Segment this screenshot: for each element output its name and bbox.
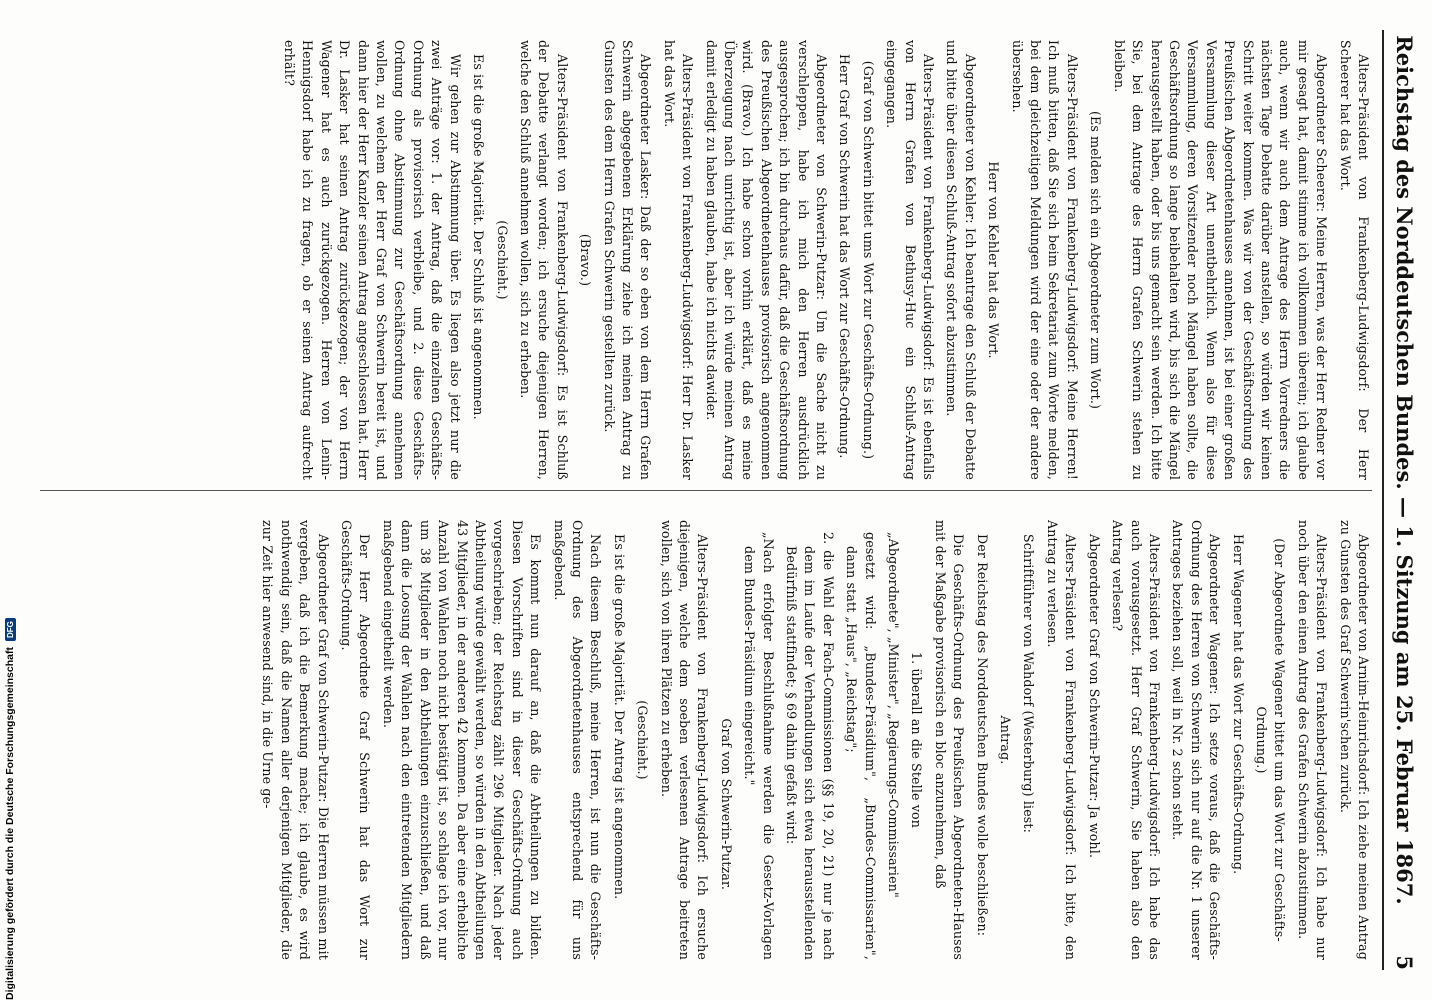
paragraph: Abgeordneter von Kehler: Ich beantrage den Schluß der Debatte und bitte über diesen Schluß-Antrag sofort abzustimmen. (944, 40, 978, 480)
paragraph: Alters-Präsident von Frankenberg-Ludwigsdorf: Ich habe das auch vorausgesetzt. Herr Graf Schwerin, Sie haben also den Antrag verlesen? (1110, 520, 1162, 960)
paragraph: „Nach erfolgter Beschlußnahme werden die Gesetz-Vorlagen dem Bundes-Präsidium eingereicht." (742, 532, 776, 960)
paragraph: (Bravo.) (578, 233, 594, 287)
paragraph: Alters-Präsident von Frankenberg-Ludwigsdorf: Der Herr Scheerer hat das Wort. (1337, 40, 1371, 480)
page-title: Reichstag des Norddeutschen Bundes. — 1. Sitzung am 25. Februar 1867. (1392, 35, 1417, 905)
paragraph: Herr von Kehler hat das Wort. (986, 161, 1002, 359)
paragraph: Die Geschäfts-Ordnung des Preußischen Abgeordneten-Hauses mit der Maßgabe provisorisch en bloc anzunehmen, daß (932, 520, 967, 960)
paragraph: Alters-Präsident von Frankenberg-Ludwigsdorf: Ich ersuche diejenigen, welche dem soeben verlesenen Antrage beitreten wollen, sich von ihren Plätzen zu erheben. (658, 520, 711, 960)
right-column (30, 520, 1372, 960)
paragraph: Der Herr Abgeordnete Graf Schwerin hat das Wort zur Geschäfts-Ordnung. (339, 520, 373, 960)
paragraph: Wir gehen zur Abstimmung über. Es liegen also jetzt nur die zwei Anträge vor: 1. der Antrag, daß die einzelnen Geschäfts-Ordnung als provisorisch verbleibe, und 2. diese Geschäfts-Ordnung ohne Abstimmung zur Geschäftsordnung annehmen wollen, zu welchem der Herr Graf von Schwerin bereit ist, und dann hier der Herr Kanzler seinen Antrag angeschlossen hat. Herr Dr. Lasker hat seinen Antrag zurückgezogen; der von Herrn Wagener hat es auch zurückgezogen. Herren von Lenin-Hennigsdorf habe ich zu fragen, ob er seinen Antrag aufrecht erhält? (282, 40, 463, 480)
paragraph: „Abgeordnete", „Minister", „Regierungs-Commissarien" (886, 532, 902, 898)
paragraph: gesetzt wird: „Bundes-Präsidium", „Bundes-Commissarien", dann statt „Haus", „Reichstag"; (844, 532, 878, 960)
paragraph: Alters-Präsident von Frankenberg-Ludwigsdorf: Es ist ebenfalls von Herrn Grafen von Bethusy-Huc ein Schluß-Antrag eingegangen. (884, 40, 937, 480)
paragraph: 2. die Wahl der Fach-Commissionen (§§ 19, 20, 21) nur je nach dem im Laufe der Verhandlungen sich etwa herausstellenden Bedürfniß stattfindet; § 69 dahin gefaßt wird: (784, 532, 836, 960)
paragraph: (Es melden sich ein Abgeordneter zum Wort.) (1088, 110, 1104, 410)
paragraph: (Geschieht.) (494, 220, 510, 300)
paragraph: Antrag. (998, 715, 1014, 765)
paragraph: Herr Graf von Schwerin hat das Wort zur Geschäfts-Ordnung. (837, 54, 853, 459)
paragraph: Alters-Präsident von Frankenberg-Ludwigsdorf: Ich bitte, den Antrag zu verlesen. (1044, 520, 1079, 960)
dfg-logo: DFG (5, 618, 16, 641)
paragraph: Nach diesem Beschluß, meine Herren, ist nun die Geschäfts-Ordnung des Abgeordnetenhauses entsprechend für uns maßgebend. (551, 520, 604, 960)
paragraph: Alters-Präsident von Frankenberg-Ludwigsdorf: Ich habe nur noch über den einen Antrag des Grafen Schwerin abzustimmen. (1295, 520, 1330, 960)
page-header (1382, 30, 1424, 970)
paragraph: (Graf von Schwerin bittet ums Wort zur Geschäfts-Ordnung.) (860, 60, 876, 460)
paragraph: Es kommt nun darauf an, daß die Abtheilungen zu bilden. Diesen Vorschriften sind in dieser Geschäfts-Ordnung auch vorgeschrieben; der Reichstag zählt 296 Mitglieder. Nach jeder Abtheilung würde gewählt werden, so würden in den Abtheilungen 43 Mitglieder, in der anderen 42 kommen. Da aber eine erhebliche Anzahl von Wahlen noch nicht bestätigt ist, so schlage ich vor, nur um 38 Mitglieder in den Abtheilungen einzuschließen, und daß dann die Loosung der Wahlen nach den eintretenden Mitgliedern maßgebend eingetheilt werden. (380, 520, 544, 960)
paragraph: Abgeordneter Graf von Schwerin-Putzar: Ja wohl. (1086, 534, 1102, 859)
paragraph: Alters-Präsident von Frankenberg-Ludwigsdorf: Herr Dr. Lasker hat das Wort. (661, 40, 696, 480)
paragraph: Es ist die große Majorität. Der Schluß ist angenommen. (471, 54, 487, 420)
footer-text: Digitalisierung gefördert durch die Deutsche Forschungsgemeinschaft (4, 647, 16, 1000)
paragraph: Abgeordneter Graf von Schwerin-Putzar: Die Herren müssen mit vergeben, daß ich die Bemerkung mache; ich glaube, es wird nothwendig sein, daß die Namen aller derjenigen Mitglieder, die zur Zeit hier anwesend sind, in die Urne ge- (260, 520, 331, 960)
digitization-footer (2, 600, 18, 1000)
paragraph: Alters-Präsident von Frankenberg-Ludwigsdorf: Meine Herren! Ich muß bitten, daß Sie sich beim Sekretariat zum Worte melden, bei dem gleichzeitigen Meldungen wird der eine oder der andere übersehen. (1009, 40, 1080, 480)
paragraph: 1. überall an die Stelle von (909, 651, 925, 829)
paragraph: Abgeordneter Wagener: Ich setze voraus, daß die Geschäfts-Ordnung des Herren von Schwerin sich nur auf die Nr. 1 unserer Antrages beziehen soll, weil in Nr. 2 schon steht. (1170, 520, 1223, 960)
page-number: 5 (1392, 955, 1417, 970)
column-divider (40, 490, 1372, 491)
left-column (30, 40, 1372, 480)
paragraph: (Geschieht.) (635, 700, 651, 780)
paragraph: Alters-Präsident von Frankenberg-Ludwigsdorf: Es ist Schluß der Debatte verlangt worden; ich ersuche diejenigen Herren, welche den Schluß annehmen wollen, sich zu erheben. (517, 40, 570, 480)
paragraph: Abgeordneter von Arnim-Heinrichsdorf: Ich ziehe meinen Antrag zu Gunsten des Graf Schwerin'schen zurück. (1337, 520, 1371, 960)
paragraph: Herr Wagener hat das Wort zur Geschäfts-Ordnung. (1230, 534, 1246, 875)
paragraph: Abgeordneter Lasker: Daß der so eben von dem Herrn Grafen Schwerin abgegebenen Erklärung ziehe ich meinen Antrag zu Gunsten des dem Herrn Grafen Schwerin gestellten zurück. (601, 40, 654, 480)
paragraph: Es ist die große Majorität. Der Antrag ist angenommen. (611, 534, 627, 900)
paragraph: Der Reichstag des Norddeutschen Bundes wolle beschließen: (974, 534, 990, 937)
paragraph: Abgeordneter Scheerer: Meine Herren, was der Herr Redner vor mir gesagt hat, damit stimme ich vollkommen überein; ich glaube auch, wenn wir auch dem Antrage des Herrn Vorredners die nächsten Tage Debatte darüber anstellen, so würden wir keinen Schritt weiter kommen. Was wir von der Geschäftsordnung des Preußischen Abgeordnetenhauses annehmen, ist bei einer großen Versammlung dieser Art unentbehrlich. Wenn also für diese Versammlung, deren Vorsitzender noch Mängel haben sollte, die Geschäftsordnung so lange beibehalten wird, bis sich die Mängel herausgestellt haben, oder bis uns gemacht sein werden. Ich bitte Sie, bei dem Antrage des Herrn Grafen Schwerin stehen zu bleiben. (1111, 40, 1330, 480)
paragraph: (Der Abgeordnete Wagener bittet um das Wort zur Geschäfts-Ordnung.) (1253, 538, 1288, 942)
paragraph: Abgeordneter von Schwerin-Putzar: Um die Sache nicht zu verschleppen, habe ich mich den Herren ausdrücklich ausgesprochen; ich bin durchaus dafür, daß die Geschäftsordnung des Preußischen Abgeordnetenhauses provisorisch angenommen wird. (Bravo.) Ich habe schon vorhin erklärt, daß es meine Überzeugung nach unrichtig ist, aber ich würde meinen Antrag damit erledigt zu haben glauben, habe ich nichts dawider. (703, 40, 830, 480)
paragraph: Graf von Schwerin-Putzar. (718, 718, 734, 890)
paragraph: Schriftführer von Wahdorf (Westerburg) liest: (1021, 534, 1037, 834)
